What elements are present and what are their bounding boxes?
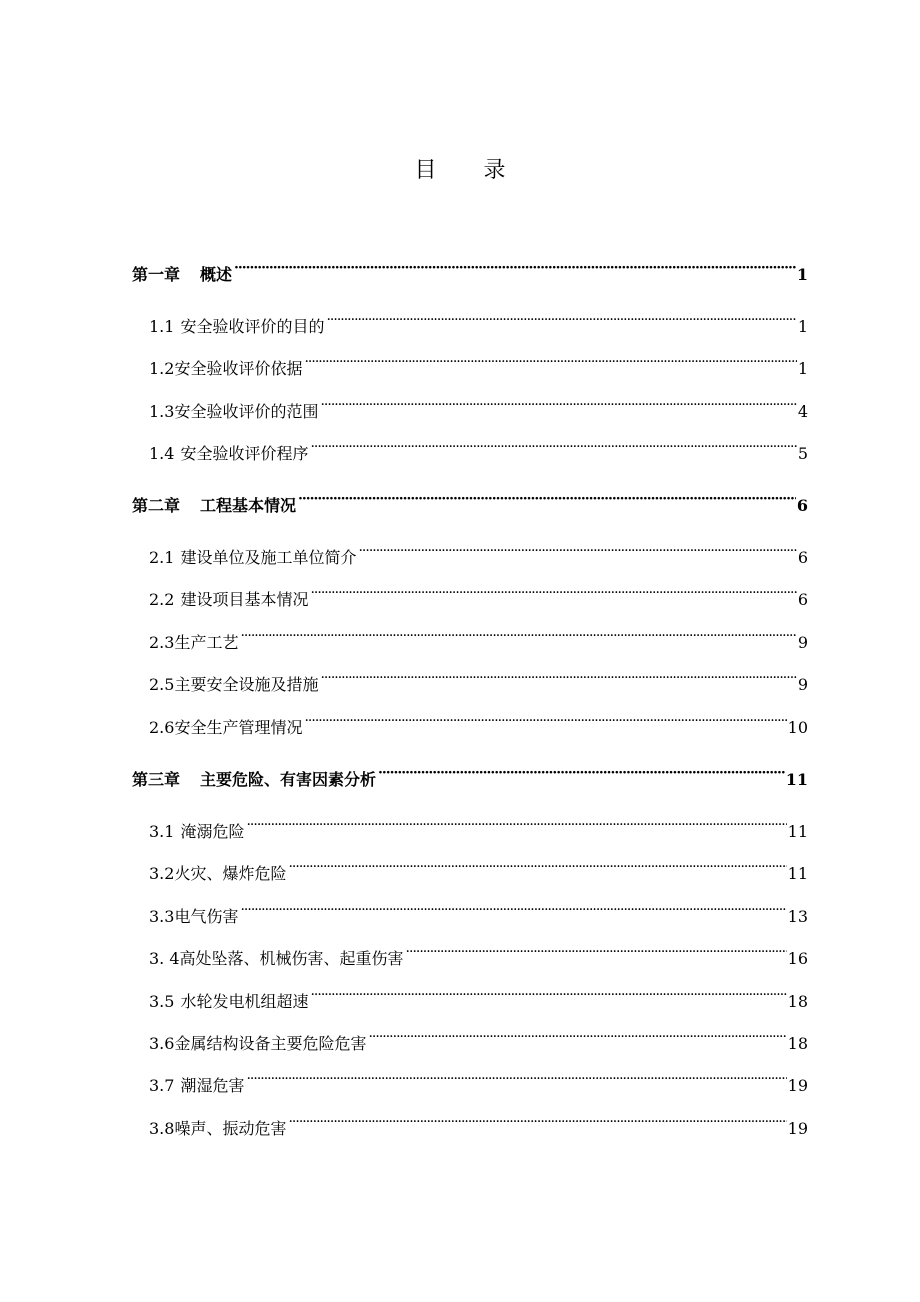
dot-leader <box>240 898 786 922</box>
entry-title: 主要安全设施及措施 <box>174 675 319 694</box>
entry-title: 安全验收评价依据 <box>174 359 303 378</box>
entry-number: 2.5 <box>149 675 175 694</box>
entry-page-number: 18 <box>787 1034 808 1053</box>
entry-number: 1.3 <box>149 402 175 421</box>
entry-number: 1.4 <box>149 444 175 463</box>
entry-number: 3.5 <box>149 992 175 1011</box>
entry-title: 噪声、振动危害 <box>174 1119 287 1138</box>
entry-title: 淹溺危险 <box>180 822 245 841</box>
dot-leader <box>298 487 796 511</box>
toc-entry[interactable] <box>149 539 808 567</box>
entry-page-number: 6 <box>797 548 808 567</box>
dot-leader <box>406 940 787 964</box>
entry-number: 2.1 <box>149 548 175 567</box>
entry-page-number: 11 <box>787 822 808 841</box>
entry-title: 金属结构设备主要危险危害 <box>174 1034 367 1053</box>
toc-entry[interactable] <box>149 1110 808 1138</box>
entry-page-number: 19 <box>787 1076 808 1095</box>
entry-page-number: 5 <box>797 444 808 463</box>
entry-number: 第一章 <box>132 265 181 284</box>
entry-title: 高处坠落、机械伤害、起重伤害 <box>179 949 404 968</box>
toc-entry[interactable] <box>149 1067 808 1095</box>
dot-leader <box>288 1110 786 1134</box>
dot-leader <box>326 308 796 332</box>
toc-entry[interactable] <box>149 813 808 841</box>
entry-title: 潮湿危害 <box>180 1076 245 1095</box>
entry-title: 概述 <box>200 265 233 284</box>
toc-entry[interactable] <box>149 308 808 336</box>
entry-title: 建设单位及施工单位简介 <box>180 548 357 567</box>
entry-title: 生产工艺 <box>174 633 239 652</box>
entry-page-number: 1 <box>797 359 808 378</box>
entry-page-number: 10 <box>787 718 808 737</box>
dot-leader <box>368 1025 786 1049</box>
entry-page-number: 13 <box>787 907 808 926</box>
entry-page-number: 9 <box>797 633 808 652</box>
toc-entry[interactable] <box>149 624 808 652</box>
entry-page-number: 6 <box>797 590 808 609</box>
dot-leader <box>246 1067 786 1091</box>
dot-leader <box>310 435 796 459</box>
toc-entry[interactable] <box>149 393 808 421</box>
entry-page-number: 11 <box>787 864 808 883</box>
entry-number: 第二章 <box>132 496 181 515</box>
entry-page-number: 6 <box>796 496 808 515</box>
entry-page-number: 1 <box>797 317 808 336</box>
entry-number: 2.6 <box>149 718 175 737</box>
toc-entry[interactable] <box>149 855 808 883</box>
page-title: 目 录 <box>414 158 526 183</box>
entry-title: 水轮发电机组超速 <box>180 992 309 1011</box>
entry-number: 1.2 <box>149 359 175 378</box>
entry-number: 1.1 <box>149 317 175 336</box>
entry-title: 安全验收评价程序 <box>180 444 309 463</box>
toc-entry[interactable] <box>132 761 808 789</box>
dot-leader <box>320 666 796 690</box>
entry-number: 2.2 <box>149 590 175 609</box>
entry-number: 3.6 <box>149 1034 175 1053</box>
entry-title: 工程基本情况 <box>200 496 297 515</box>
entry-title: 建设项目基本情况 <box>180 590 309 609</box>
dot-leader <box>358 539 796 563</box>
entry-number: 3.7 <box>149 1076 175 1095</box>
entry-number: 2.3 <box>149 633 175 652</box>
toc-entry[interactable] <box>149 1025 808 1053</box>
toc-entry[interactable] <box>149 666 808 694</box>
entry-title: 安全生产管理情况 <box>174 718 303 737</box>
dot-leader <box>310 581 796 605</box>
dot-leader <box>378 761 785 785</box>
toc-entry[interactable] <box>149 940 808 968</box>
entry-number: 3.1 <box>149 822 175 841</box>
entry-number: 3.3 <box>149 907 175 926</box>
entry-page-number: 18 <box>787 992 808 1011</box>
dot-leader <box>240 624 796 648</box>
toc-entry[interactable] <box>149 898 808 926</box>
toc-entry[interactable] <box>149 350 808 378</box>
entry-title: 安全验收评价的目的 <box>180 317 325 336</box>
entry-title: 主要危险、有害因素分析 <box>200 770 377 789</box>
entry-title: 电气伤害 <box>174 907 239 926</box>
entry-title: 安全验收评价的范围 <box>174 402 319 421</box>
dot-leader <box>304 709 786 733</box>
entry-page-number: 4 <box>797 402 808 421</box>
dot-leader <box>320 393 796 417</box>
toc-entry[interactable] <box>149 581 808 609</box>
entry-page-number: 9 <box>797 675 808 694</box>
toc-entry[interactable] <box>132 487 808 515</box>
entry-number: 第三章 <box>132 770 181 789</box>
dot-leader <box>304 350 796 374</box>
entry-page-number: 19 <box>787 1119 808 1138</box>
entry-title: 火灾、爆炸危险 <box>174 864 287 883</box>
entry-number: 3. 4 <box>149 949 180 968</box>
dot-leader <box>288 855 786 879</box>
toc-entry[interactable] <box>149 709 808 737</box>
toc-entry[interactable] <box>149 435 808 463</box>
entry-page-number: 11 <box>785 770 808 789</box>
toc-entry[interactable] <box>132 256 808 284</box>
dot-leader <box>310 983 786 1007</box>
entry-page-number: 16 <box>787 949 808 968</box>
entry-number: 3.2 <box>149 864 175 883</box>
dot-leader <box>234 256 796 280</box>
entry-number: 3.8 <box>149 1119 175 1138</box>
toc-entry[interactable] <box>149 983 808 1011</box>
dot-leader <box>246 813 786 837</box>
entry-page-number: 1 <box>796 265 808 284</box>
